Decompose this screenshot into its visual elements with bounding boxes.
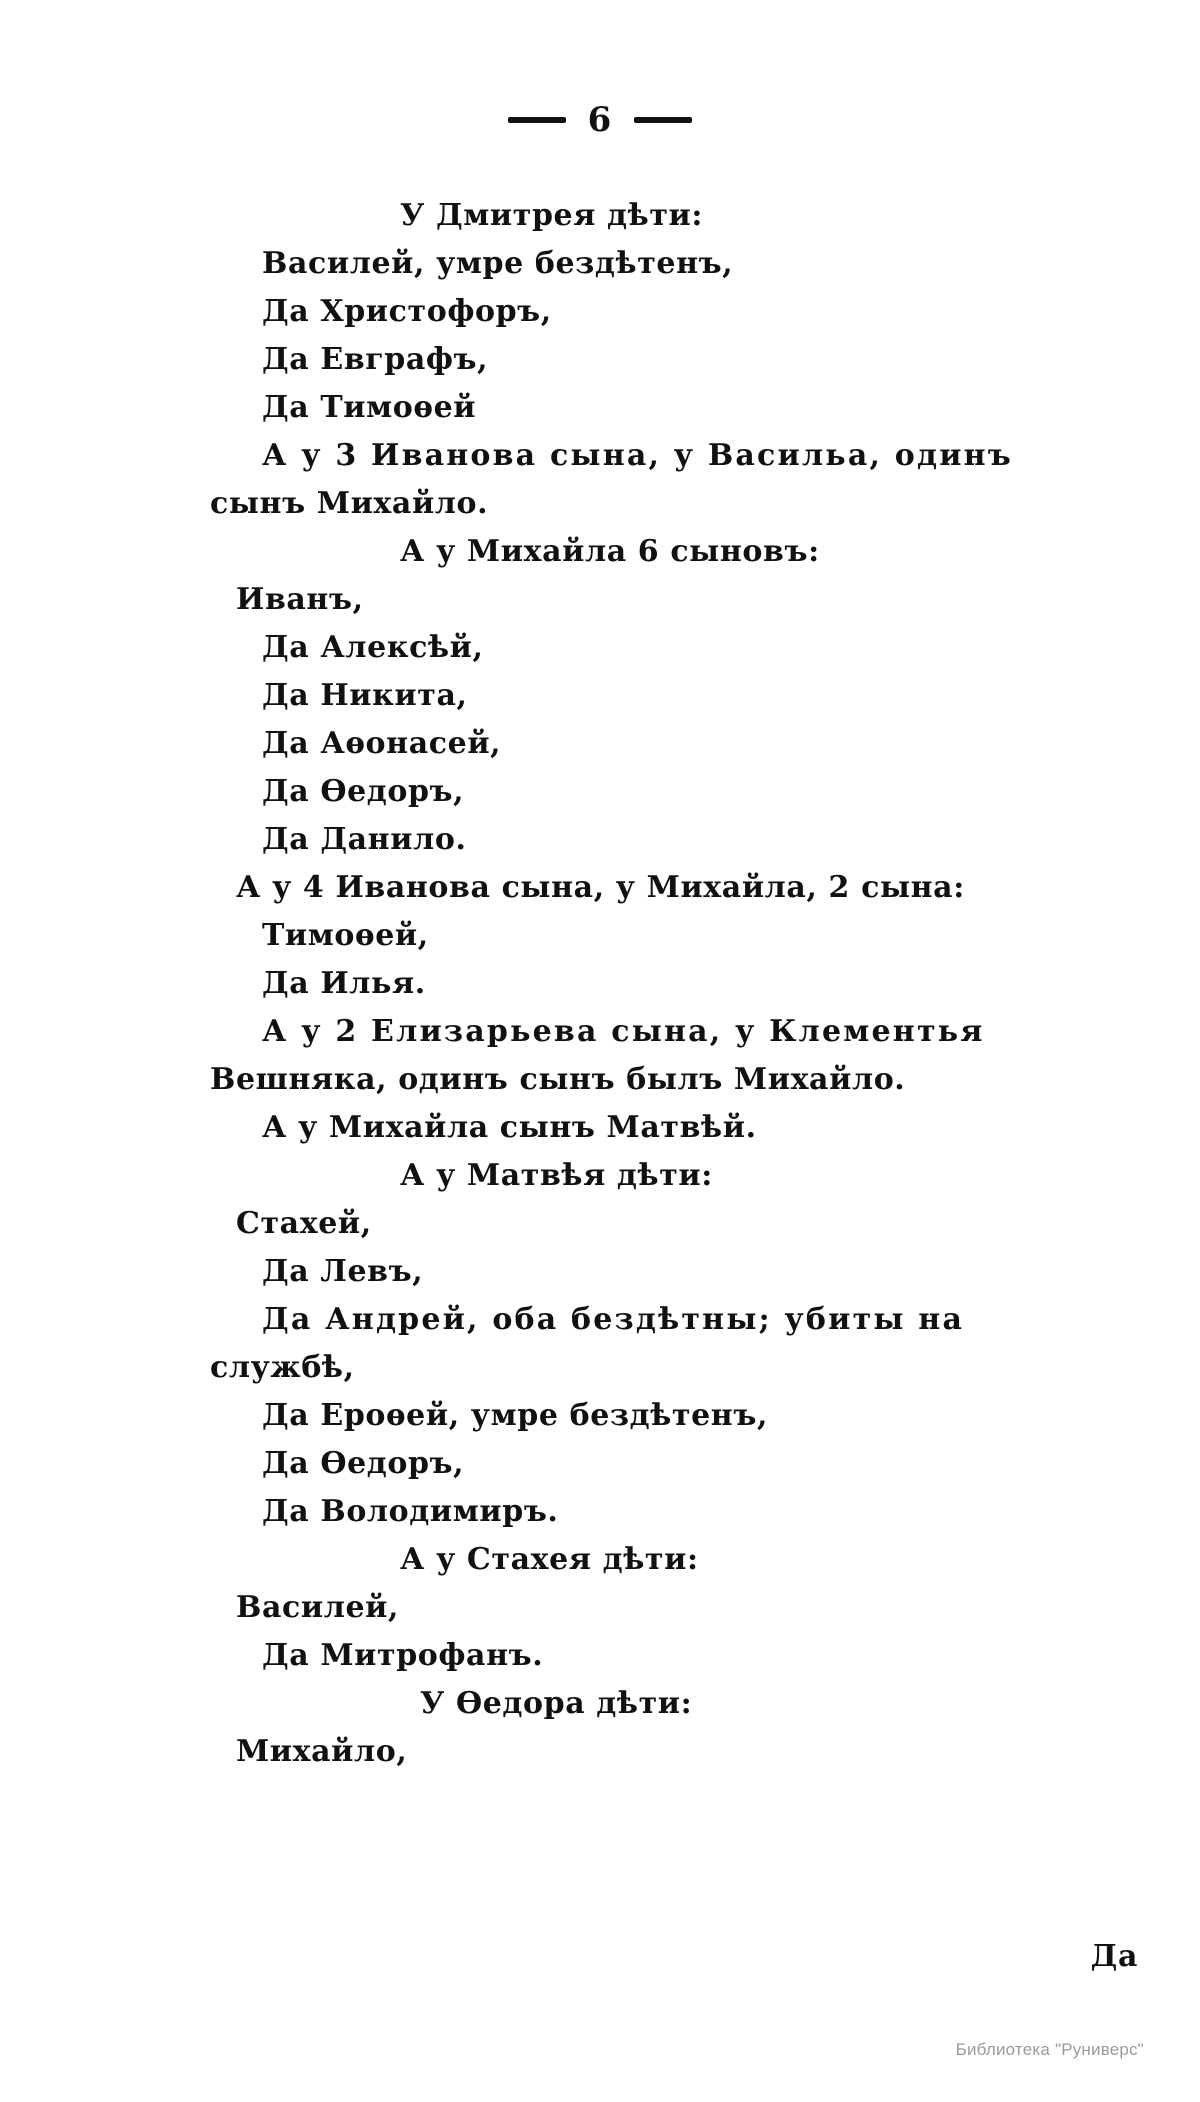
- text-line: Иванъ,: [236, 582, 364, 617]
- page-header: [0, 100, 1200, 140]
- text-line: А у 2 Елизарьева сына, у Клементья: [262, 1014, 985, 1049]
- text-line: У Дмитрея дѣти:: [400, 198, 704, 233]
- text-line: Да Алексѣй,: [262, 630, 484, 665]
- text-line: Да Никита,: [262, 678, 468, 713]
- text-line: Да Христофоръ,: [262, 294, 552, 329]
- text-line: Да Ѳедоръ,: [262, 1446, 465, 1481]
- text-line: Да Ѳедоръ,: [262, 774, 465, 809]
- text-line: Да Евграфъ,: [262, 342, 489, 377]
- text-line: Василей,: [236, 1590, 400, 1625]
- text-line: А у Михайла сынъ Матвѣй.: [262, 1110, 757, 1145]
- text-line: Вешняка, одинъ сынъ былъ Михайло.: [210, 1062, 906, 1097]
- text-line: Михайло,: [236, 1734, 408, 1769]
- text-line: Да Левъ,: [262, 1254, 424, 1289]
- document-page: [0, 100, 1200, 2102]
- library-credit: Библиотека "Руниверс": [955, 2040, 1144, 2059]
- text-line: Василей, умре бездѣтенъ,: [262, 246, 734, 281]
- text-line: А у Матвѣя дѣти:: [400, 1158, 713, 1193]
- header-rule-right: [634, 117, 692, 123]
- text-line: Да Ероѳей, умре бездѣтенъ,: [262, 1398, 769, 1433]
- header-rule-left: [508, 117, 566, 123]
- text-line: А у Михайла 6 сыновъ:: [400, 534, 820, 569]
- text-line: Да Митрофанъ.: [262, 1638, 544, 1673]
- catchword: Да: [1090, 1939, 1138, 1974]
- text-line: А у 4 Иванова сына, у Михайла, 2 сына:: [236, 870, 965, 905]
- page-number: 6: [587, 100, 613, 140]
- text-line: Да Тимоѳей: [262, 390, 477, 425]
- text-line: службѣ,: [210, 1350, 355, 1385]
- text-line: Тимоѳей,: [262, 918, 429, 953]
- text-line: Да Андрей, оба бездѣтны; убиты на: [262, 1302, 965, 1337]
- text-line: Да Данило.: [262, 822, 467, 857]
- text-line: сынъ Михайло.: [210, 486, 489, 521]
- text-line: Стахей,: [236, 1206, 372, 1241]
- body-text: [140, 192, 1060, 1776]
- text-line: Да Володимиръ.: [262, 1494, 559, 1529]
- text-line: У Ѳедора дѣти:: [420, 1686, 693, 1721]
- text-line: Да Аѳонасей,: [262, 726, 502, 761]
- text-line: А у 3 Иванова сына, у Васильа, одинъ: [262, 438, 1014, 473]
- text-line: А у Стахея дѣти:: [400, 1542, 699, 1577]
- text-line: Да Илья.: [262, 966, 426, 1001]
